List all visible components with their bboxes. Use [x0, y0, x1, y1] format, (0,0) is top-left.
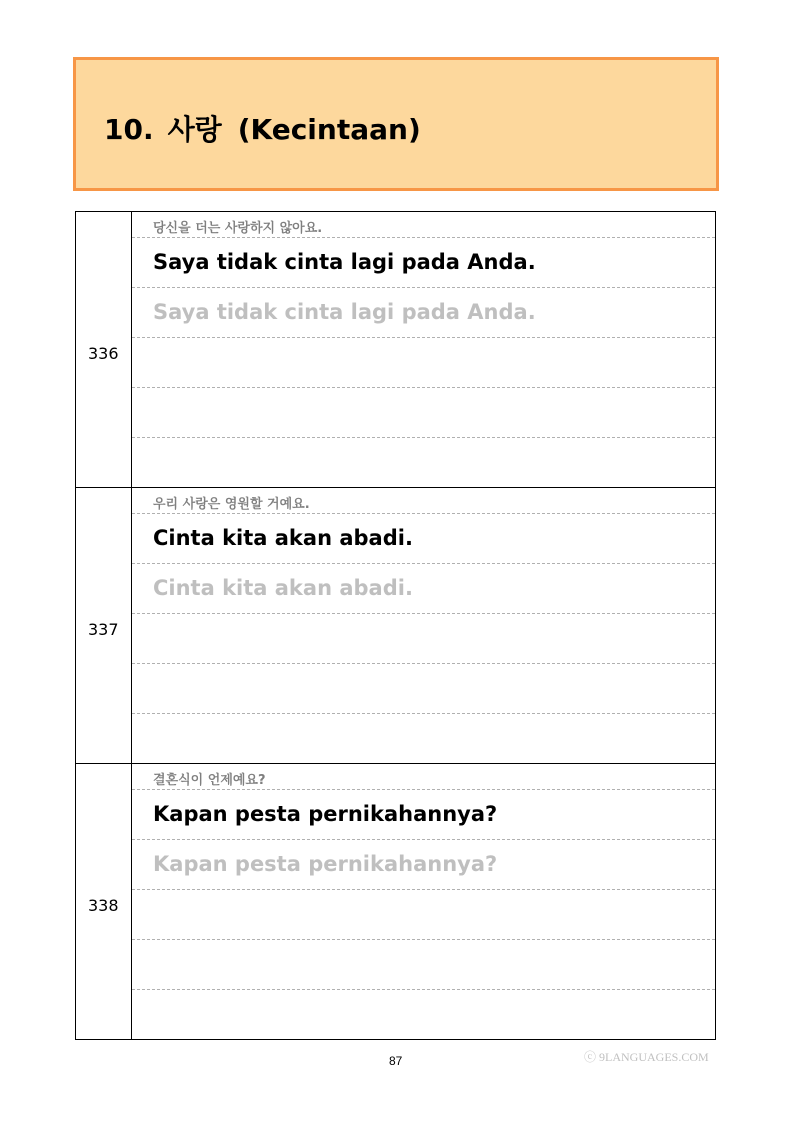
blank-writing-line [132, 714, 715, 764]
korean-sentence: 우리 사랑은 영원할 거예요. [153, 497, 310, 512]
trace-sentence: Saya tidak cinta lagi pada Anda. [153, 300, 536, 324]
korean-row [132, 212, 715, 238]
blank-writing-line [132, 614, 715, 664]
model-sentence: Kapan pesta pernikahannya? [153, 802, 498, 826]
entry-number: 337 [88, 620, 119, 639]
model-row [132, 790, 715, 840]
model-row [132, 238, 715, 288]
chapter-korean-title: 사랑 [167, 113, 222, 146]
korean-row [132, 764, 715, 790]
page-number: 87 [389, 1054, 403, 1068]
model-sentence: Saya tidak cinta lagi pada Anda. [153, 250, 536, 274]
trace-row [132, 288, 715, 338]
trace-sentence: Cinta kita akan abadi. [153, 576, 413, 600]
entry-number: 336 [88, 344, 119, 363]
blank-writing-line [132, 990, 715, 1040]
korean-sentence: 결혼식이 언제예요? [153, 773, 266, 788]
model-row [132, 514, 715, 564]
trace-sentence: Kapan pesta pernikahannya? [153, 852, 498, 876]
practice-entry [75, 211, 716, 487]
blank-writing-line [132, 388, 715, 438]
blank-writing-line [132, 940, 715, 990]
entry-number-cell [76, 764, 132, 1039]
copyright-notice: ⓒ 9LANGUAGES.COM [584, 1050, 709, 1064]
model-sentence: Cinta kita akan abadi. [153, 526, 413, 550]
blank-writing-line [132, 338, 715, 388]
blank-writing-line [132, 438, 715, 488]
blank-writing-line [132, 664, 715, 714]
practice-entry [75, 763, 716, 1040]
chapter-translation: (Kecintaan) [237, 113, 421, 146]
writing-lines [132, 764, 715, 1039]
chapter-title [104, 108, 421, 148]
practice-entry [75, 487, 716, 763]
trace-row [132, 564, 715, 614]
writing-lines [132, 488, 715, 763]
trace-row [132, 840, 715, 890]
entry-number-cell [76, 488, 132, 763]
korean-sentence: 당신을 더는 사랑하지 않아요. [153, 221, 323, 236]
chapter-number: 10. [104, 113, 154, 146]
entry-number: 338 [88, 896, 119, 915]
writing-lines [132, 212, 715, 487]
practice-table [75, 211, 716, 1040]
korean-row [132, 488, 715, 514]
entry-number-cell [76, 212, 132, 487]
blank-writing-line [132, 890, 715, 940]
chapter-title-box [73, 57, 719, 191]
